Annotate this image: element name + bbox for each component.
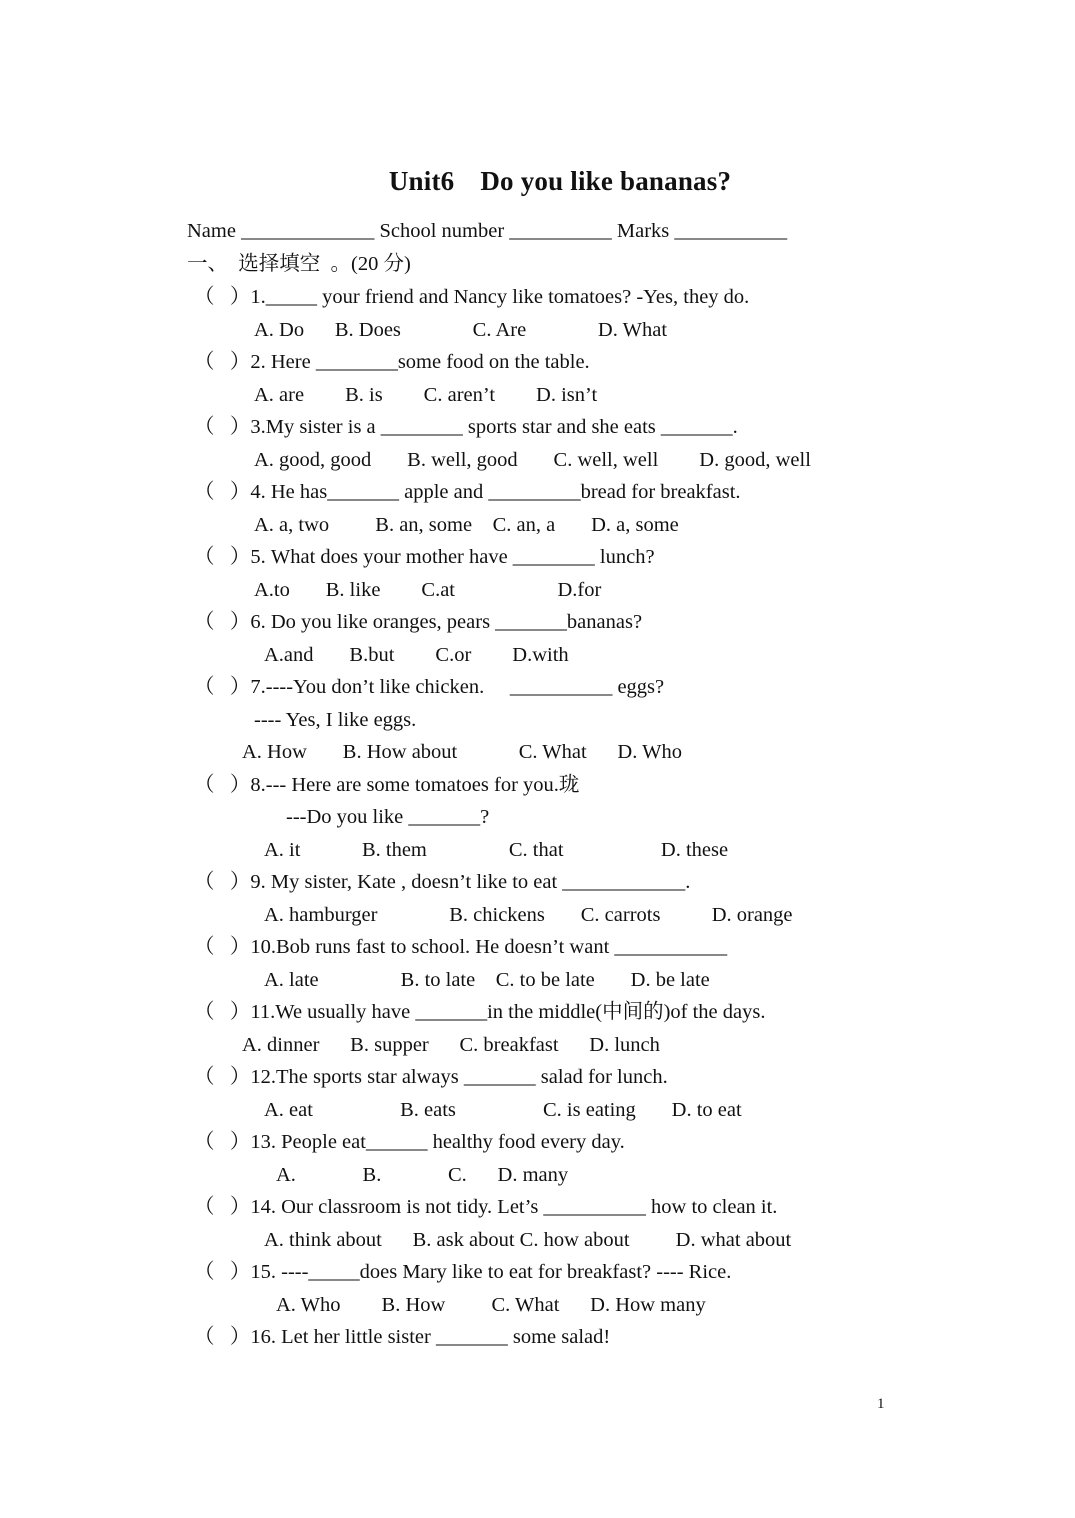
answer-options-line: A. a, two B. an, some C. an, a D. a, some	[254, 514, 679, 536]
answer-options-line: A. dinner B. supper C. breakfast D. lunch	[242, 1034, 660, 1056]
answer-options-line: A. think about B. ask about C. how about D. what about	[264, 1229, 792, 1251]
answer-options-line: A. How B. How about C. What D. Who	[242, 741, 682, 763]
question-line: （ ）3.My sister is a ________ sports star and she eats _______.	[194, 416, 738, 438]
question-line: （ ）5. What does your mother have ________ lunch?	[194, 546, 655, 568]
question-line: （ ）14. Our classroom is not tidy. Let’s __________ how to clean it.	[194, 1196, 778, 1218]
answer-options-line: A. are B. is C. aren’t D. isn’t	[254, 384, 598, 406]
answer-options-line: A. good, good B. well, good C. well, well D. good, well	[254, 449, 811, 471]
question-line: （ ）9. My sister, Kate , doesn’t like to eat ____________.	[194, 871, 691, 893]
answer-options-line: ---- Yes, I like eggs.	[254, 709, 417, 731]
question-line: （ ）13. People eat______ healthy food every day.	[194, 1131, 625, 1153]
answer-options-line: A.and B.but C.or D.with	[264, 644, 569, 666]
question-line: （ ）8.--- Here are some tomatoes for you.珑	[194, 774, 580, 796]
title-unit: Unit6	[388, 166, 455, 196]
answer-options-line: ---Do you like _______?	[286, 806, 490, 828]
answer-options-line: A. Who B. How C. What D. How many	[276, 1294, 706, 1316]
answer-options-line: A. Do B. Does C. Are D. What	[254, 319, 668, 341]
question-line: （ ）4. He has_______ apple and _________bread for breakfast.	[194, 481, 741, 503]
answer-options-line: A. late B. to late C. to be late D. be late	[264, 969, 710, 991]
answer-options-line: A. hamburger B. chickens C. carrots D. orange	[264, 904, 793, 926]
page-number: 1	[877, 1396, 885, 1412]
student-info-line: Name _____________ School number __________ Marks ___________	[187, 220, 788, 242]
question-line: （ ）6. Do you like oranges, pears _______bananas?	[194, 611, 643, 633]
question-line: （ ）2. Here ________some food on the table.	[194, 351, 590, 373]
page-title	[0, 166, 1075, 197]
question-line: （ ）16. Let her little sister _______ some salad!	[194, 1326, 611, 1348]
answer-options-line: A. eat B. eats C. is eating D. to eat	[264, 1099, 742, 1121]
question-line: （ ）11.We usually have _______in the middle(中间的)of the days.	[194, 1001, 766, 1023]
answer-options-line: A. it B. them C. that D. these	[264, 839, 729, 861]
answer-options-line: A.to B. like C.at D.for	[254, 579, 602, 601]
answer-options-line: A. B. C. D. many	[276, 1164, 569, 1186]
question-line: （ ）7.----You don’t like chicken. __________ eggs?	[194, 676, 665, 698]
question-line: （ ）10.Bob runs fast to school. He doesn’t want ___________	[194, 936, 728, 958]
title-text: Do you like bananas?	[480, 166, 732, 196]
question-line: （ ）12.The sports star always _______ salad for lunch.	[194, 1066, 668, 1088]
question-line: （ ）15. ----_____does Mary like to eat for breakfast? ---- Rice.	[194, 1261, 732, 1283]
section-heading: 一、 选择填空 。(20 分)	[187, 253, 411, 275]
question-line: （ ）1._____ your friend and Nancy like tomatoes? -Yes, they do.	[194, 286, 750, 308]
